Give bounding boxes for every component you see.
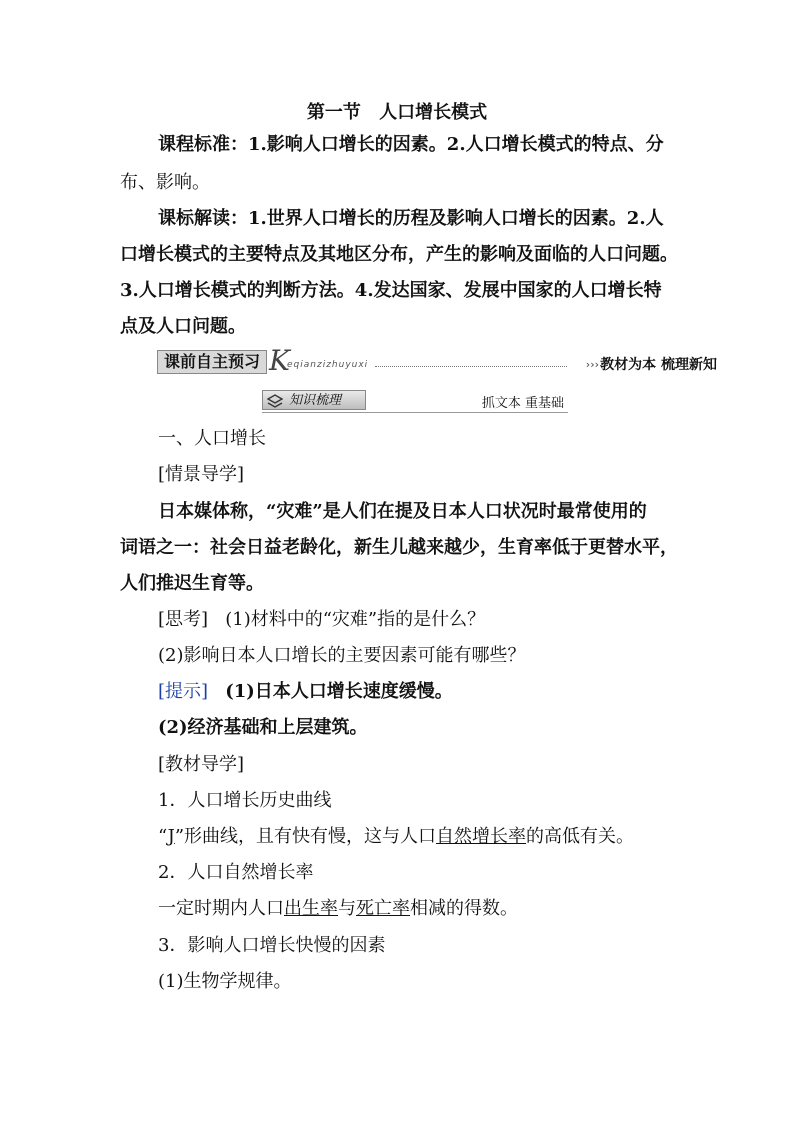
interp-line-2: 口增长模式的主要特点及其地区分布，产生的影响及面临的人口问题。 xyxy=(120,244,678,265)
section-number: 第一节 xyxy=(306,102,361,123)
situation-line-1: 日本媒体称，“灾难”是人们在提及日本人口状况时最常使用的 xyxy=(158,501,647,522)
layers-icon xyxy=(267,394,283,408)
item-2-post: 相减的得数。 xyxy=(410,898,518,919)
situation-line-2: 词语之一：社会日益老龄化，新生儿越来越少，生育率低于更替水平， xyxy=(120,537,678,558)
material-label: [教材导学] xyxy=(158,754,245,775)
item-1-heading: 1．人口增长历史曲线 xyxy=(158,790,332,811)
item-3-heading: 3．影响人口增长快慢的因素 xyxy=(158,935,386,956)
think-question-1: (1)材料中的“灾难”指的是什么？ xyxy=(225,609,486,630)
death-rate: 死亡率 xyxy=(356,898,410,919)
item-3-sub-1: (1)生物学规律。 xyxy=(158,971,292,992)
birth-rate: 出生率 xyxy=(284,898,338,919)
banner-arrows-icon: ››› xyxy=(585,358,599,371)
hint-label: [提示] xyxy=(158,681,209,702)
j-letter: J xyxy=(167,826,175,847)
item-2-heading: 2．人口自然增长率 xyxy=(158,862,314,883)
item-2-mid: 与 xyxy=(338,898,356,919)
preview-banner xyxy=(157,344,717,377)
heading-population-growth: 一、人口增长 xyxy=(158,428,266,449)
situation-label: [情景导学] xyxy=(158,464,245,485)
item-1-text xyxy=(158,826,634,848)
section-name: 人口增长模式 xyxy=(379,102,488,123)
hint-answer-2: (2)经济基础和上层建筑。 xyxy=(158,717,368,738)
knowledge-banner xyxy=(262,390,568,413)
quote-open: “ xyxy=(158,826,168,847)
think-question-2: (2)影响日本人口增长的主要因素可能有哪些？ xyxy=(158,645,526,666)
preview-banner-tag: 课前自主预习 xyxy=(157,350,267,374)
interp-text: 1.世界人口增长的历程及影响人口增长的因素。2.人 xyxy=(248,208,664,229)
standard-label: 课程标准： xyxy=(158,134,248,155)
banner-slogan: 教材为本 梳理新知 xyxy=(600,357,717,373)
banner-dotted-rule xyxy=(375,366,567,367)
standard-line-2: 布、影响。 xyxy=(120,172,210,193)
item-2-pre: 一定时期内人口 xyxy=(158,898,284,919)
think-label: [思考] xyxy=(158,609,209,630)
standard-line-1 xyxy=(158,134,664,156)
banner-k-letter: K xyxy=(269,344,290,377)
page-title xyxy=(0,98,794,124)
think-line-1 xyxy=(158,609,485,631)
item-2-text xyxy=(158,898,518,920)
standard-text: 1.影响人口增长的因素。2.人口增长模式的特点、分 xyxy=(248,134,664,155)
item-1-post: 的高低有关。 xyxy=(526,826,635,847)
hint-line-1 xyxy=(158,681,453,703)
interp-line-4: 点及人口问题。 xyxy=(120,316,246,337)
banner-pinyin: eqianzizhuyuxi xyxy=(287,360,369,370)
interp-line-1 xyxy=(158,208,664,230)
knowledge-slogan: 抓文本 重基础 xyxy=(481,396,564,411)
interp-line-3: 3.人口增长模式的判断方法。4.发达国家、发展中国家的人口增长特 xyxy=(120,280,662,301)
item-1-mid: ”形曲线，且有快有慢，这与人口 xyxy=(174,826,437,847)
knowledge-tag xyxy=(262,390,366,410)
situation-line-3: 人们推迟生育等。 xyxy=(120,573,264,594)
natural-growth-rate: 自然增长率 xyxy=(436,826,527,847)
interp-label: 课标解读： xyxy=(158,208,248,229)
knowledge-tag-label: 知识梳理 xyxy=(289,393,342,408)
hint-answer-1: (1)日本人口增长速度缓慢。 xyxy=(225,681,453,702)
